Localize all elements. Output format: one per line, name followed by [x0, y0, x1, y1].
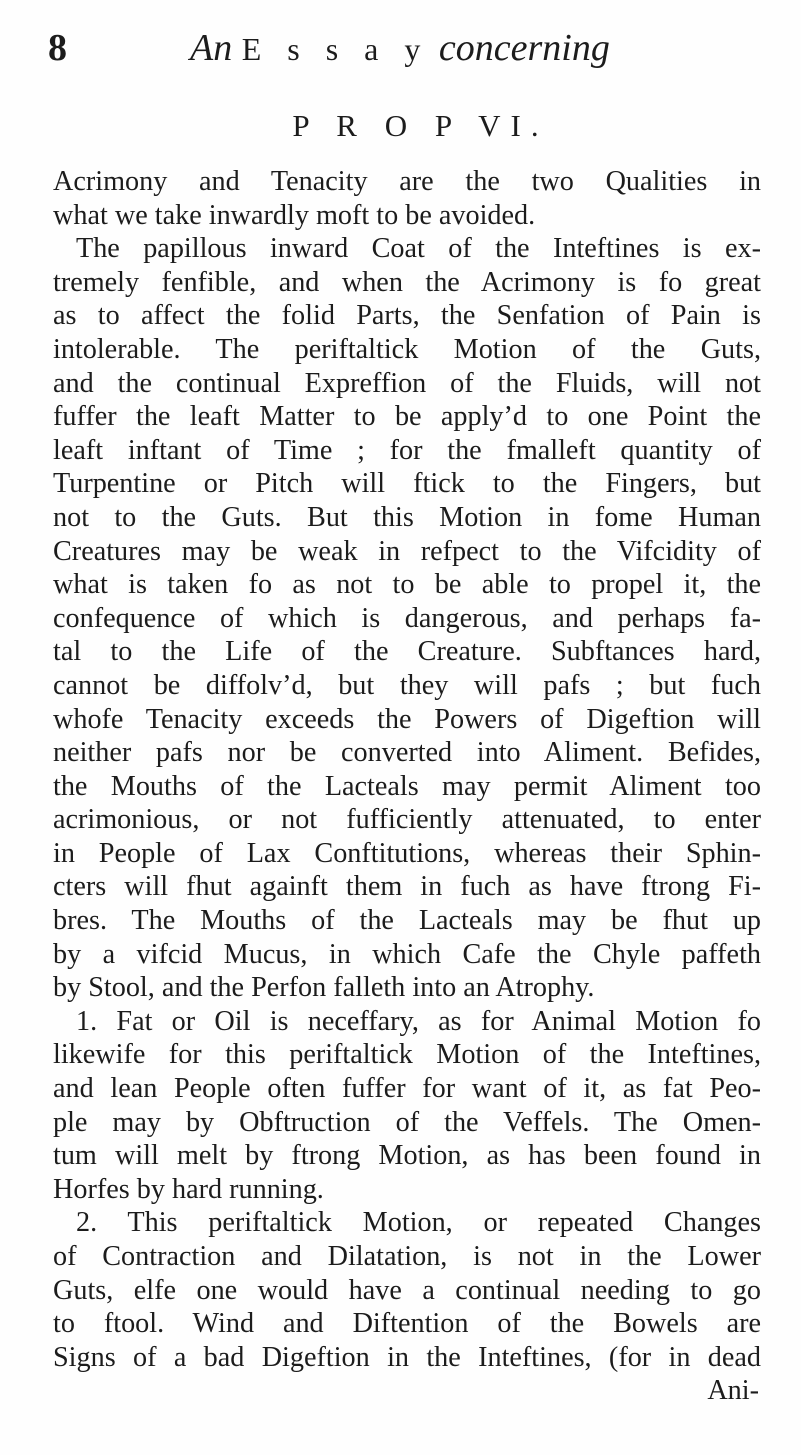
text-line: as to affect the folid Parts, the Senfation of Pain is	[53, 300, 761, 332]
text-line: by a vifcid Mucus, in which Cafe the Chyle paffeth	[53, 938, 761, 970]
running-title-essay: E s s a y	[241, 31, 430, 67]
text-line: ple may by Obftruction of the Veffels. The Omen-	[53, 1106, 761, 1138]
text-line: Acrimony and Tenacity are the two Qualities in	[53, 166, 761, 197]
text-line: tum will melt by ftrong Motion, as has been found in	[53, 1140, 761, 1172]
text-line: cannot be diffolv’d, but they will pafs ; but fuch	[53, 669, 761, 701]
text-line: and the continual Expreffion of the Fluids, will not	[53, 367, 761, 399]
running-title-an: An	[190, 27, 233, 69]
text-line: not to the Guts. But this Motion in fome Human	[53, 501, 761, 533]
text-line: Horfes by hard running.	[53, 1173, 324, 1205]
text-line: The papillous inward Coat of the Inteftines is ex-	[76, 233, 761, 265]
text-line: tal to the Life of the Creature. Subftances hard,	[53, 636, 761, 668]
running-title	[190, 26, 610, 70]
text-line: fuffer the leaft Matter to be apply’d to one Point the	[53, 401, 761, 433]
text-line: Guts, elfe one would have a continual needing to go	[53, 1274, 761, 1306]
text-line: what is taken fo as not to be able to propel it, the	[53, 569, 761, 601]
text-line: by Stool, and the Perfon falleth into an Atrophy.	[53, 972, 595, 1004]
text-line: acrimonious, or not fufficiently attenuated, to enter	[53, 804, 761, 836]
text-line: cters will fhut againft them in fuch as have ftrong Fi-	[53, 871, 761, 903]
text-line: neither pafs nor be converted into Aliment. Befides,	[53, 737, 761, 769]
text-line: confequence of which is dangerous, and perhaps fa-	[53, 602, 761, 634]
text-line: Turpentine or Pitch will ftick to the Fingers, but	[53, 468, 761, 500]
text-line: 2. This periftaltick Motion, or repeated Changes	[76, 1207, 761, 1239]
running-header	[48, 20, 768, 80]
text-line: tremely fenfible, and when the Acrimony is fo great	[53, 266, 761, 298]
text-line: 1. Fat or Oil is neceffary, as for Animal Motion fo	[76, 1005, 761, 1037]
text-line: likewife for this periftaltick Motion of the Inteftines,	[53, 1039, 761, 1071]
text-line: to ftool. Wind and Diftention of the Bowels are	[53, 1308, 761, 1340]
body-text	[53, 165, 761, 1408]
text-line: and lean People often fuffer for want of it, as fat Peo-	[53, 1073, 761, 1105]
catchword: Ani-	[707, 1375, 759, 1407]
text-line: whofe Tenacity exceeds the Powers of Digeftion will	[53, 703, 761, 735]
running-title-concerning: concerning	[438, 27, 610, 69]
text-line: the Mouths of the Lacteals may permit Aliment too	[53, 770, 761, 802]
text-line: Creatures may be weak in refpect to the Vifcidity of	[53, 535, 761, 567]
text-line: intolerable. The periftaltick Motion of the Guts,	[53, 333, 761, 365]
text-line: Signs of a bad Digeftion in the Inteftines, (for in dead	[53, 1341, 761, 1373]
section-heading: P R O P VI.	[292, 108, 549, 143]
text-line: bres. The Mouths of the Lacteals may be fhut up	[53, 905, 761, 937]
text-line: what we take inwardly moft to be avoided.	[53, 199, 536, 231]
text-line: of Contraction and Dilatation, is not in the Lower	[53, 1241, 761, 1272]
text-line: in People of Lax Conftitutions, whereas their Sphin-	[53, 837, 761, 869]
page-number: 8	[48, 27, 67, 69]
text-line: leaft inftant of Time ; for the fmalleft quantity of	[53, 434, 761, 466]
